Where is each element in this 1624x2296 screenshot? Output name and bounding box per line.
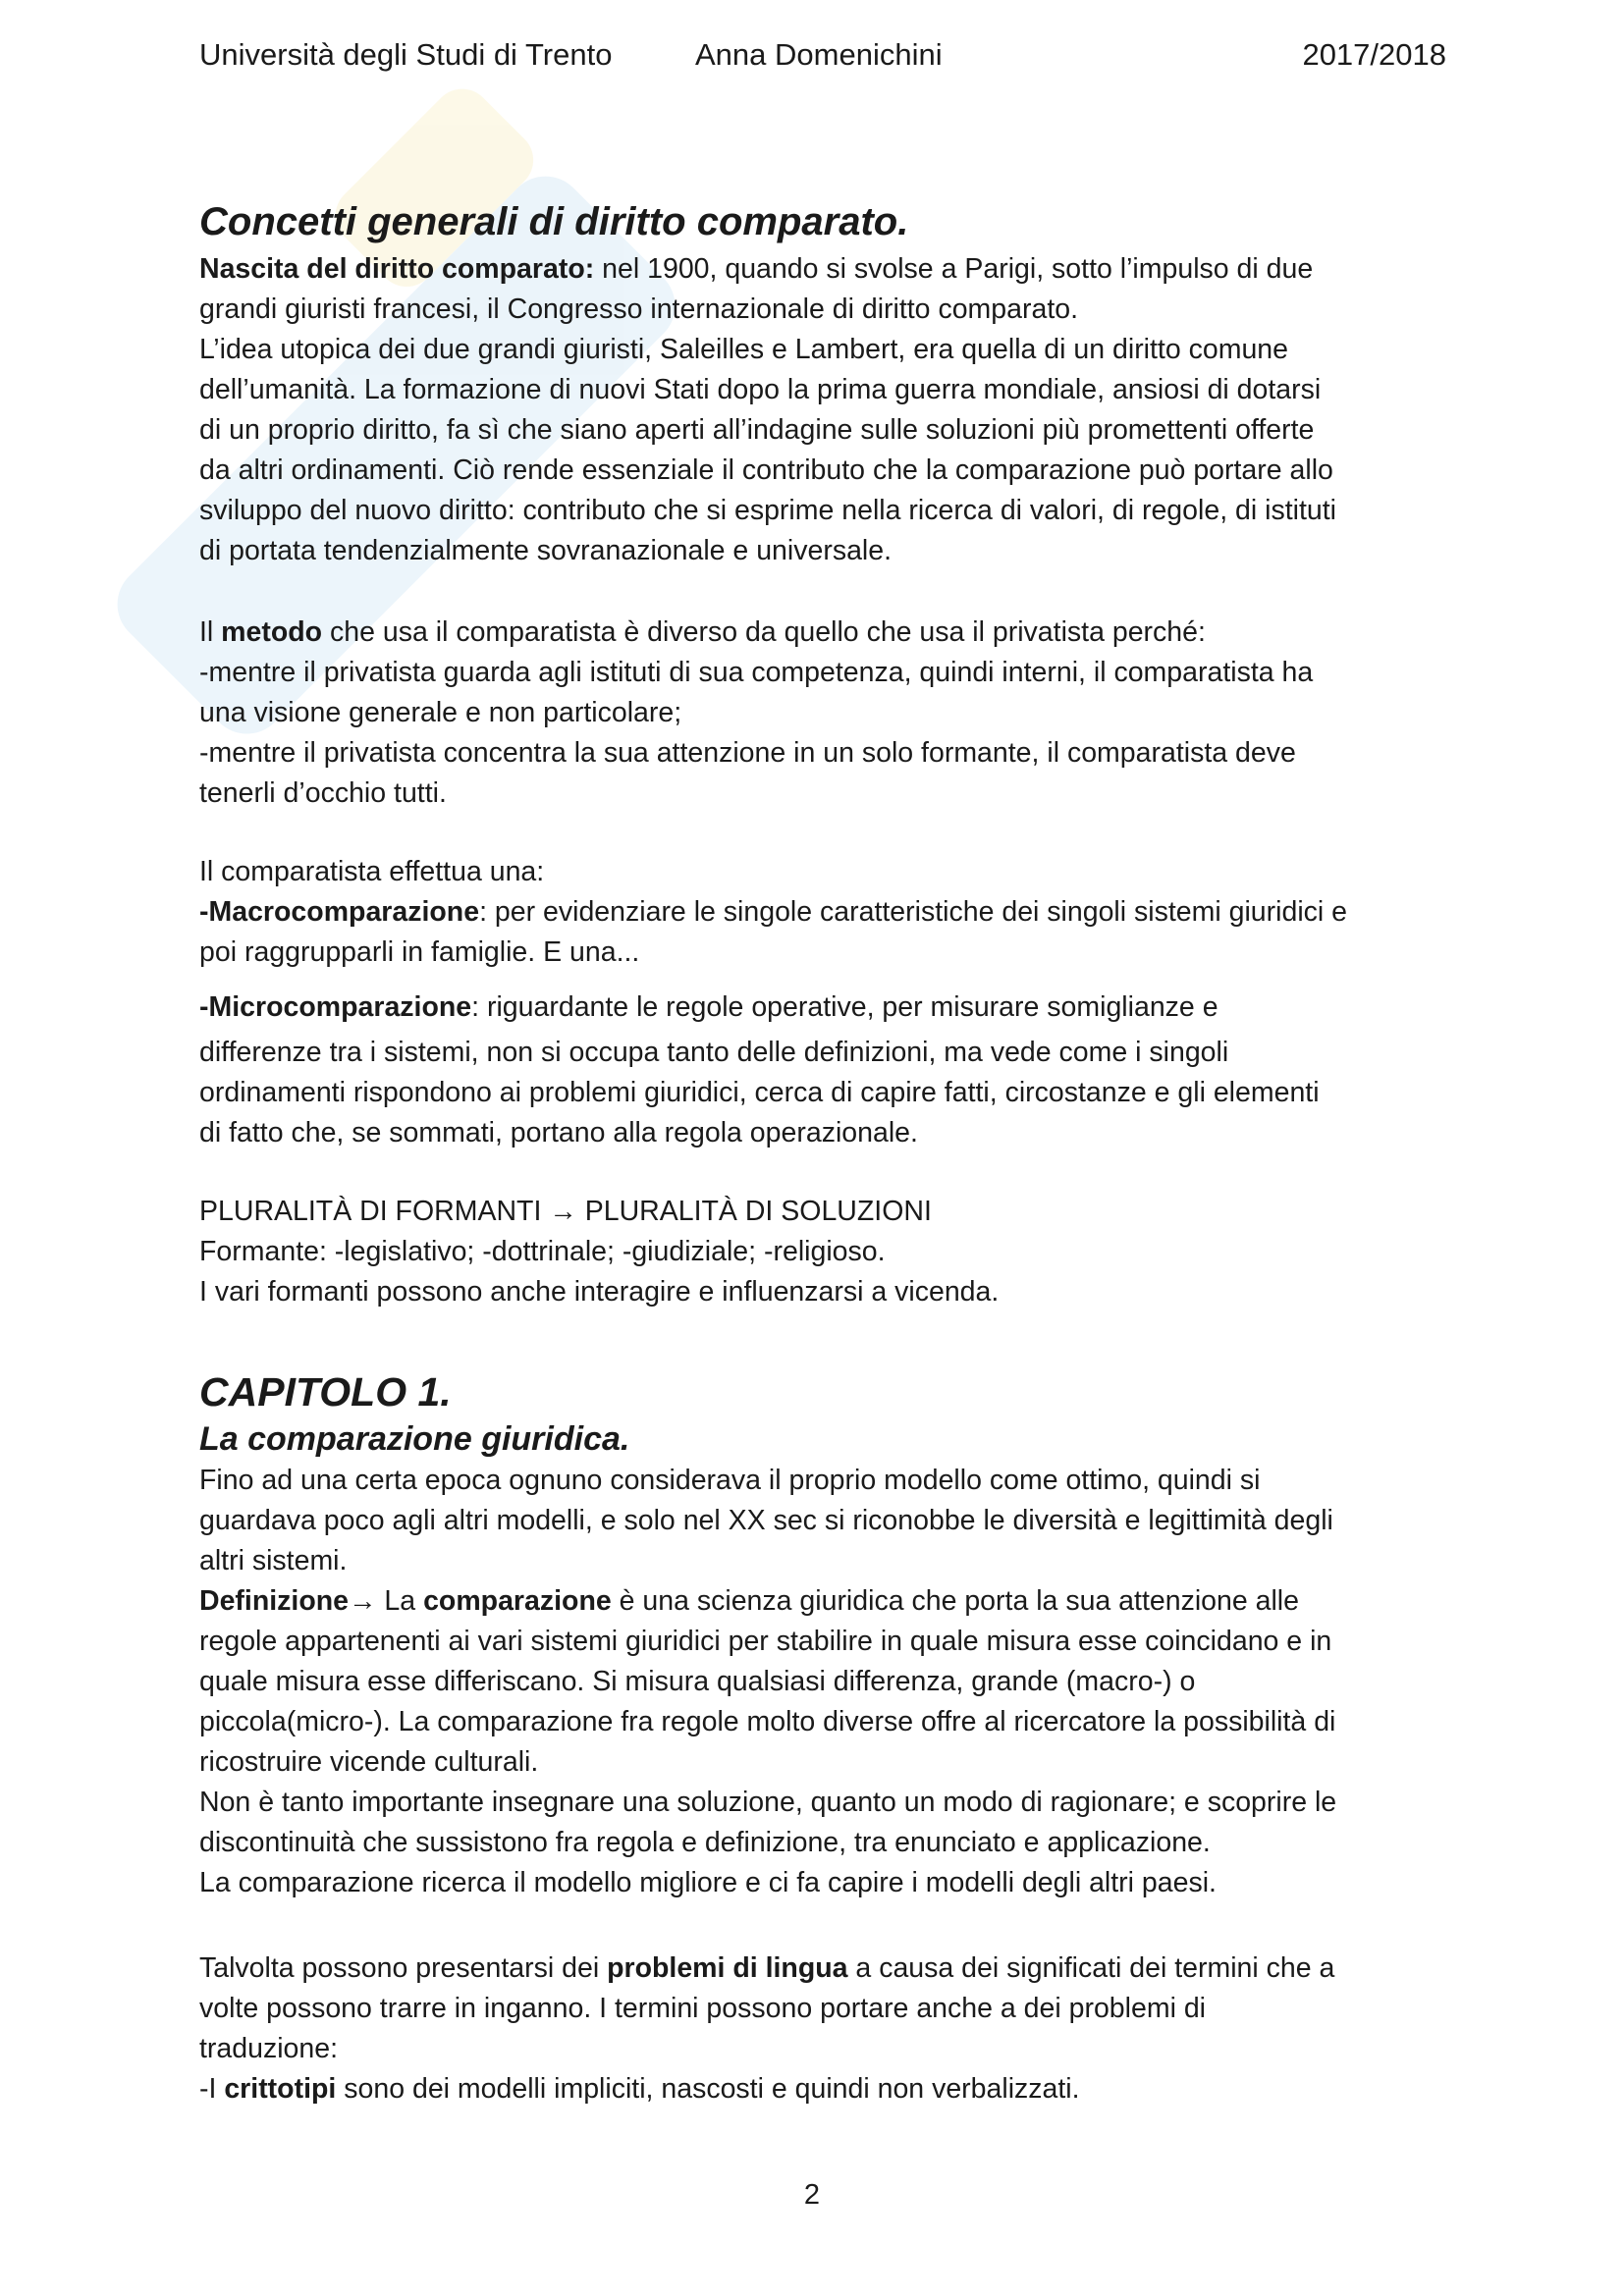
chapter-paragraph: Fino ad una certa epoca ognuno considerava il proprio modello come ottimo, quindi si guardava poco agli altri modelli, e solo nel XX sec si riconobbe le diversità e legittimità degli altri sistemi. Definizione→ La comparazione è una scienza giuridica che porta la sua attenzione alle regole appartenenti ai vari sistemi giuridici per stabilire in quale misura esse coincidano e in quale misura esse differiscano. Si misura qualsiasi differenza, grande (macro-) o piccola(micro-). La comparazione fra regole molto diverse offre al ricercatore la possibilità di ricostruire vicende culturali. Non è tanto importante insegnare una soluzione, quanto un modo di ragionare; e scoprire le discontinuità che sussistono fra regola e definizione, tra enunciato e applicazione. La comparazione ricerca il modello migliore e ci fa capire i modelli degli altri paesi.: [199, 1465, 1337, 1898]
arrow-icon: →: [349, 1585, 377, 1617]
header-year: 2017/2018: [1302, 37, 1446, 72]
header-author: Anna Domenichini: [695, 37, 943, 72]
nascita-label: Nascita del diritto comparato:: [199, 253, 595, 285]
comparazione-tipi-section: [199, 852, 1451, 1153]
lingua-term: problemi di lingua: [607, 1952, 848, 1984]
lingua-paragraph: Talvolta possono presentarsi dei problemi di lingua a causa dei significati dei termini che a volte possono trarre in inganno. I termini possono portare anche a dei problemi di traduzione: -I crittotipi sono dei modelli impliciti, nascosti e quindi non verbalizzati.: [199, 1952, 1335, 2105]
chapter-title: CAPITOLO 1.: [199, 1369, 452, 1415]
chapter-subtitle: La comparazione giuridica.: [199, 1420, 630, 1458]
micro-first-line: -Microcomparazione: riguardante le regole operative, per misurare somiglianze e: [199, 991, 1218, 1023]
capitolo-section: [199, 1366, 1451, 1903]
definizione-label: Definizione: [199, 1585, 350, 1617]
formanti-paragraph: PLURALITÀ DI FORMANTI → PLURALITÀ DI SOLUZIONI Formante: -legislativo; -dottrinale; -giudiziale; -religioso. I vari formanti possono anche interagire e influenzarsi a vicenda.: [199, 1196, 1000, 1308]
macro-paragraph: Il comparatista effettua una: -Macrocomparazione: per evidenziare le singole caratteristiche dei singoli sistemi giuridici e poi raggrupparli in famiglie. E una...: [199, 856, 1347, 968]
intro-section: [199, 196, 1451, 571]
intro-paragraph: Nascita del diritto comparato: nel 1900, quando si svolse a Parigi, sotto l’impulso di due grandi giuristi francesi, il Congresso internazionale di diritto comparato. L’idea utopica dei due grandi giuristi, Saleilles e Lambert, era quella di un diritto comune dell’umanità. La formazione di nuovi Stati dopo la prima guerra mondiale, ansiosi di dotarsi di un proprio diritto, fa sì che siano aperti all’indagine sulle soluzioni più promettenti offerte da altri ordinamenti. Ciò rende essenziale il contributo che la comparazione può portare allo sviluppo del nuovo diritto: contributo che si esprime nella ricerca di valori, di regole, di istituti di portata tendenzialmente sovranazionale e universale.: [199, 253, 1336, 566]
metodo-term: metodo: [221, 616, 323, 648]
page-header: [199, 35, 1446, 75]
header-university: Università degli Studi di Trento: [199, 37, 613, 72]
micro-paragraph: differenze tra i sistemi, non si occupa tanto delle definizioni, ma vede come i singoli ordinamenti rispondono ai problemi giuridici, cerca di capire fatti, circostanze e gli elementi di fatto che, se sommati, portano alla regola operazionale.: [199, 1037, 1320, 1148]
metodo-paragraph: Il metodo che usa il comparatista è diverso da quello che usa il privatista perché: -mentre il privatista guarda agli istituti di sua competenza, quindi interni, il comparatista ha una visione generale e non particolare; -mentre il privatista concentra la sua attenzione in un solo formante, il comparatista deve tenerli d’occhio tutti.: [199, 616, 1314, 809]
lingua-section: [199, 1949, 1451, 2109]
comparazione-term: comparazione: [423, 1585, 612, 1617]
macro-term: -Macrocomparazione: [199, 896, 480, 928]
page-number: 2: [803, 2179, 821, 2211]
formanti-section: [199, 1192, 1451, 1312]
micro-term: -Microcomparazione: [199, 991, 472, 1023]
crittotipi-term: crittotipi: [224, 2073, 337, 2105]
intro-title: Concetti generali di diritto comparato.: [199, 200, 909, 243]
metodo-section: [199, 613, 1451, 814]
